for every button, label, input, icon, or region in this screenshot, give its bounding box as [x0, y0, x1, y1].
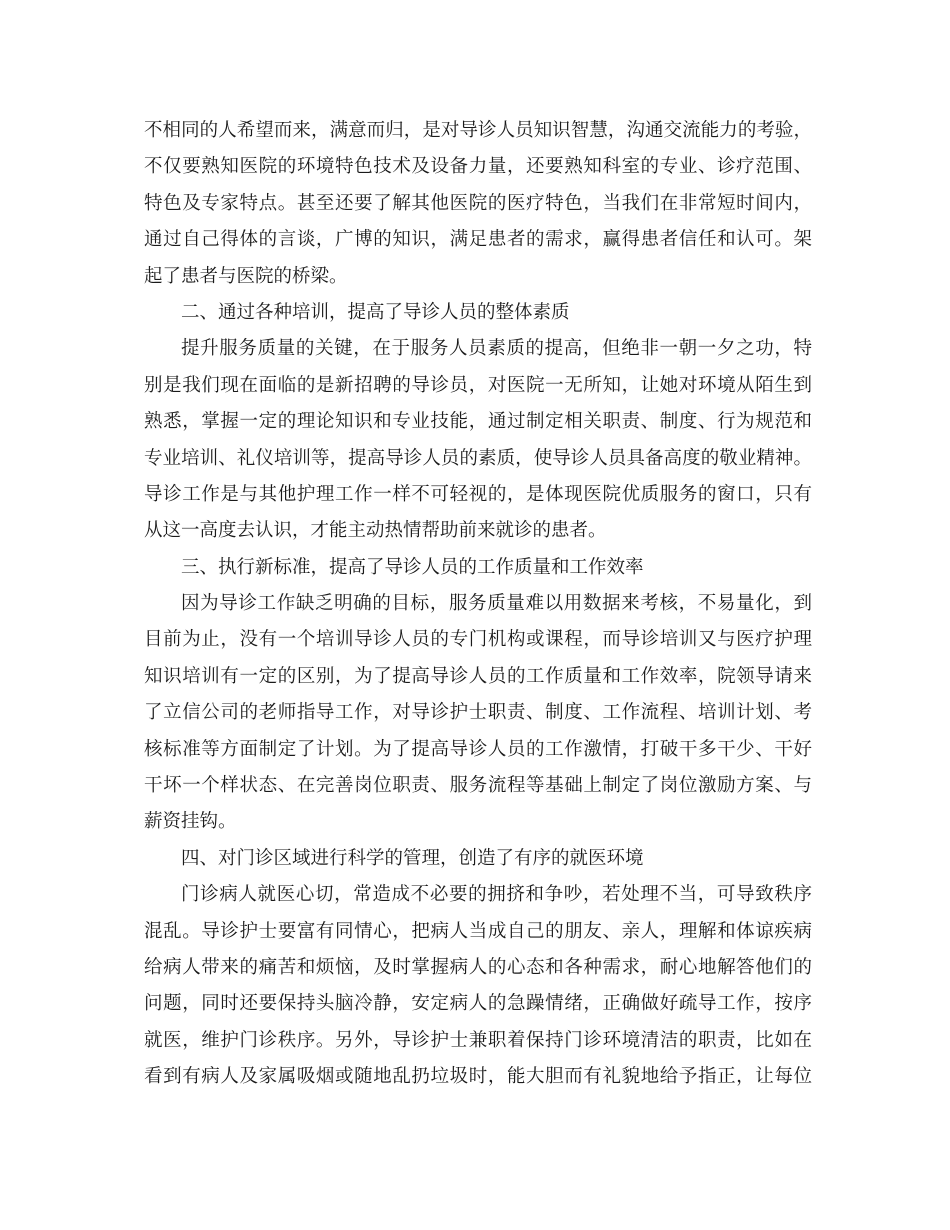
- document-page: [144, 113, 812, 1096]
- section-heading: 四、对门诊区域进行科学的管理，创造了有序的就医环境: [181, 847, 644, 869]
- body-line: 专业培训、礼仪培训等，提高导诊人员的素质，使导诊人员具备高度的敬业精神。: [144, 447, 812, 469]
- body-line: 就医，维护门诊秩序。另外，导诊护士兼职着保持门诊环境清洁的职责，比如在: [144, 1029, 812, 1051]
- body-line: 提升服务质量的关键，在于服务人员素质的提高，但绝非一朝一夕之功，特: [181, 338, 812, 360]
- body-line: 熟悉，掌握一定的理论知识和专业技能，通过制定相关职责、制度、行为规范和: [144, 411, 812, 433]
- body-line: 给病人带来的痛苦和烦恼，及时掌握病人的心态和各种需求，耐心地解答他们的: [144, 956, 812, 978]
- body-line: 通过自己得体的言谈，广博的知识，满足患者的需求，赢得患者信任和认可。架: [144, 229, 812, 251]
- body-line: 起了患者与医院的桥梁。: [144, 265, 348, 287]
- body-line: 看到有病人及家属吸烟或随地乱扔垃圾时，能大胆而有礼貌地给予指正，让每位: [144, 1066, 812, 1088]
- body-line: 了立信公司的老师指导工作，对导诊护士职责、制度、工作流程、培训计划、考: [144, 702, 812, 724]
- body-line: 核标准等方面制定了计划。为了提高导诊人员的工作激情，打破干多干少、干好: [144, 738, 812, 760]
- body-line: 不相同的人希望而来，满意而归，是对导诊人员知识智慧，沟通交流能力的考验，: [144, 120, 812, 141]
- body-line: 不仅要熟知医院的环境特色技术及设备力量，还要熟知科室的专业、诊疗范围、: [144, 156, 812, 178]
- section-heading: 三、执行新标准，提高了导诊人员的工作质量和工作效率: [181, 556, 644, 578]
- body-line: 目前为止，没有一个培训导诊人员的专门机构或课程，而导诊培训又与医疗护理: [144, 629, 812, 651]
- body-line: 特色及专家特点。甚至还要了解其他医院的医疗特色，当我们在非常短时间内，: [144, 192, 812, 214]
- section-heading: 二、通过各种培训，提高了导诊人员的整体素质: [181, 301, 570, 323]
- body-line: 门诊病人就医心切，常造成不必要的拥挤和争吵，若处理不当，可导致秩序: [181, 884, 812, 906]
- body-line: 因为导诊工作缺乏明确的目标，服务质量难以用数据来考核，不易量化，到: [181, 593, 812, 615]
- body-line: 问题，同时还要保持头脑冷静，安定病人的急躁情绪，正确做好疏导工作，按序: [144, 993, 812, 1015]
- body-line: 知识培训有一定的区别，为了提高导诊人员的工作质量和工作效率，院领导请来: [144, 665, 812, 687]
- body-line: 干坏一个样状态、在完善岗位职责、服务流程等基础上制定了岗位激励方案、与: [144, 775, 812, 797]
- body-line: 导诊工作是与其他护理工作一样不可轻视的，是体现医院优质服务的窗口，只有: [144, 483, 812, 505]
- body-line: 别是我们现在面临的是新招聘的导诊员，对医院一无所知，让她对环境从陌生到: [144, 374, 812, 396]
- body-line: 混乱。导诊护士要富有同情心，把病人当成自己的朋友、亲人，理解和体谅疾病: [144, 920, 812, 942]
- body-line: 从这一高度去认识，才能主动热情帮助前来就诊的患者。: [144, 520, 607, 542]
- body-line: 薪资挂钩。: [144, 811, 237, 833]
